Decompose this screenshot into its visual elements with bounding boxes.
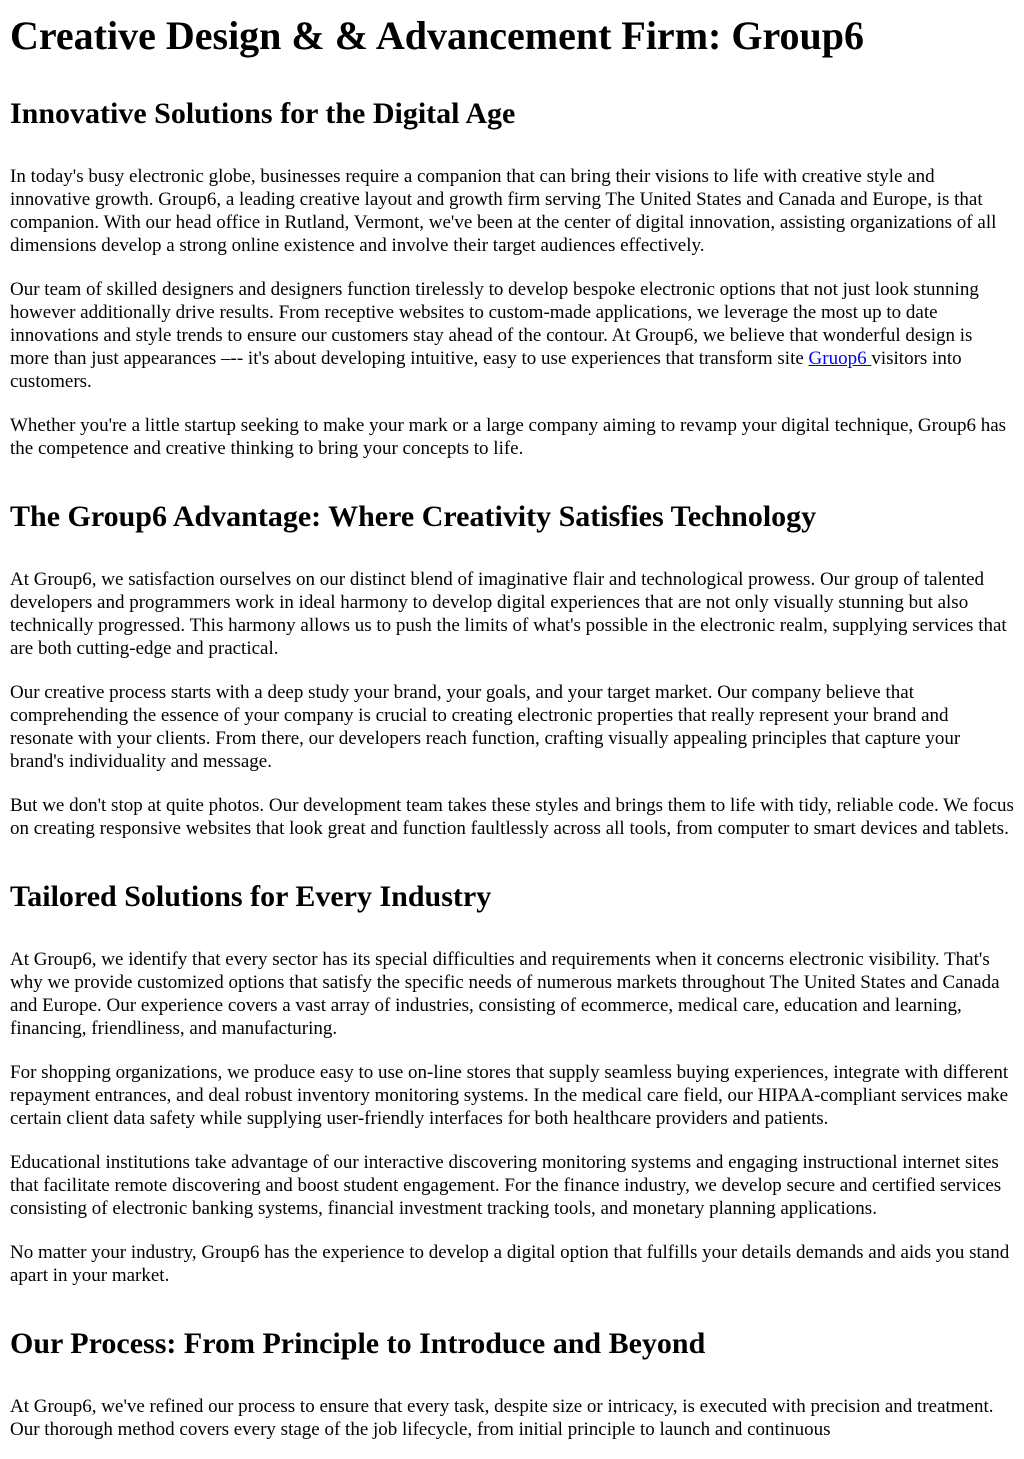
paragraph-text: visitors into customers. [10,348,962,392]
section-heading-tailored-solutions: Tailored Solutions for Every Industry [10,880,492,913]
paragraph: Our creative process starts with a deep study your brand, your goals, and your target market. Our company believe that comprehending the essence of your company is crucial to creating electronic properties that really represent your brand and resonate with your clients. From there, our developers reach function, crafting visually appealing principles that capture your brand's individuality and message. [10,682,961,772]
section-heading-our-process: Our Process: From Principle to Introduce and Beyond [10,1327,706,1360]
article [0,13,1024,1441]
section-heading-group6-advantage: The Group6 Advantage: Where Creativity Satisfies Technology [10,500,817,533]
paragraph: In today's busy electronic globe, businesses require a companion that can bring their visions to life with creative style and innovative growth. Group6, a leading creative layout and growth firm serving The United States and Canada and Europe, is that companion. With our head office in Rutland, Vermont, we've been at the center of digital innovation, assisting organizations of all dimensions develop a strong online existence and involve their target audiences effectively. [10,166,997,256]
paragraph: No matter your industry, Group6 has the experience to develop a digital option that fulfills your details demands and aids you stand apart in your market. [10,1242,1010,1286]
page-title: Creative Design & & Advancement Firm: Group6 [10,13,864,58]
gruop6-link[interactable]: Gruop6 [808,348,872,369]
section-heading-innovative-solutions: Innovative Solutions for the Digital Age [10,97,516,130]
paragraph: Educational institutions take advantage of our interactive discovering monitoring systems and engaging instructional internet sites that facilitate remote discovering and boost student engagement. For the finance industry, we develop secure and certified services consisting of electronic banking systems, financial investment tracking tools, and monetary planning applications. [10,1152,1002,1219]
paragraph: At Group6, we satisfaction ourselves on our distinct blend of imaginative flair and technological prowess. Our group of talented developers and programmers work in ideal harmony to develop digital experiences that are not only visually stunning but also technically progressed. This harmony allows us to push the limits of what's possible in the electronic realm, supplying services that are both cutting-edge and practical. [10,569,1007,659]
paragraph-with-link [10,278,1014,393]
paragraph: Whether you're a little startup seeking to make your mark or a large company aiming to revamp your digital technique, Group6 has the competence and creative thinking to bring your concepts to life. [10,415,1007,459]
paragraph: At Group6, we identify that every sector has its special difficulties and requirements when it concerns electronic visibility. That's why we provide customized options that satisfy the specific needs of numerous markets throughout The United States and Canada and Europe. Our experience covers a vast array of industries, consisting of ecommerce, medical care, education and learning, financing, friendliness, and manufacturing. [10,949,1000,1039]
paragraph: For shopping organizations, we produce easy to use on-line stores that supply seamless buying experiences, integrate with different repayment entrances, and deal robust inventory monitoring systems. In the medical care field, our HIPAA-compliant services make certain client data safety while supplying user-friendly interfaces for both healthcare providers and patients. [10,1062,1009,1129]
paragraph-text: Our team of skilled designers and designers function tirelessly to develop bespoke electronic options that not just look stunning however additionally drive results. From receptive websites to custom-made applications, we leverage the most up to date innovations and style trends to ensure our customers stay ahead of the contour. At Group6, we believe that wonderful design is more than just appearances –-- it's about developing intuitive, easy to use experiences that transform site [10,279,979,369]
paragraph: At Group6, we've refined our process to ensure that every task, despite size or intricacy, is executed with precision and treatment. Our thorough method covers every stage of the job lifecycle, from initial principle to launch and continuous [10,1396,994,1440]
paragraph: But we don't stop at quite photos. Our development team takes these styles and brings them to life with tidy, reliable code. We focus on creating responsive websites that look great and function faultlessly across all tools, from computer to smart devices and tablets. [10,795,1014,839]
